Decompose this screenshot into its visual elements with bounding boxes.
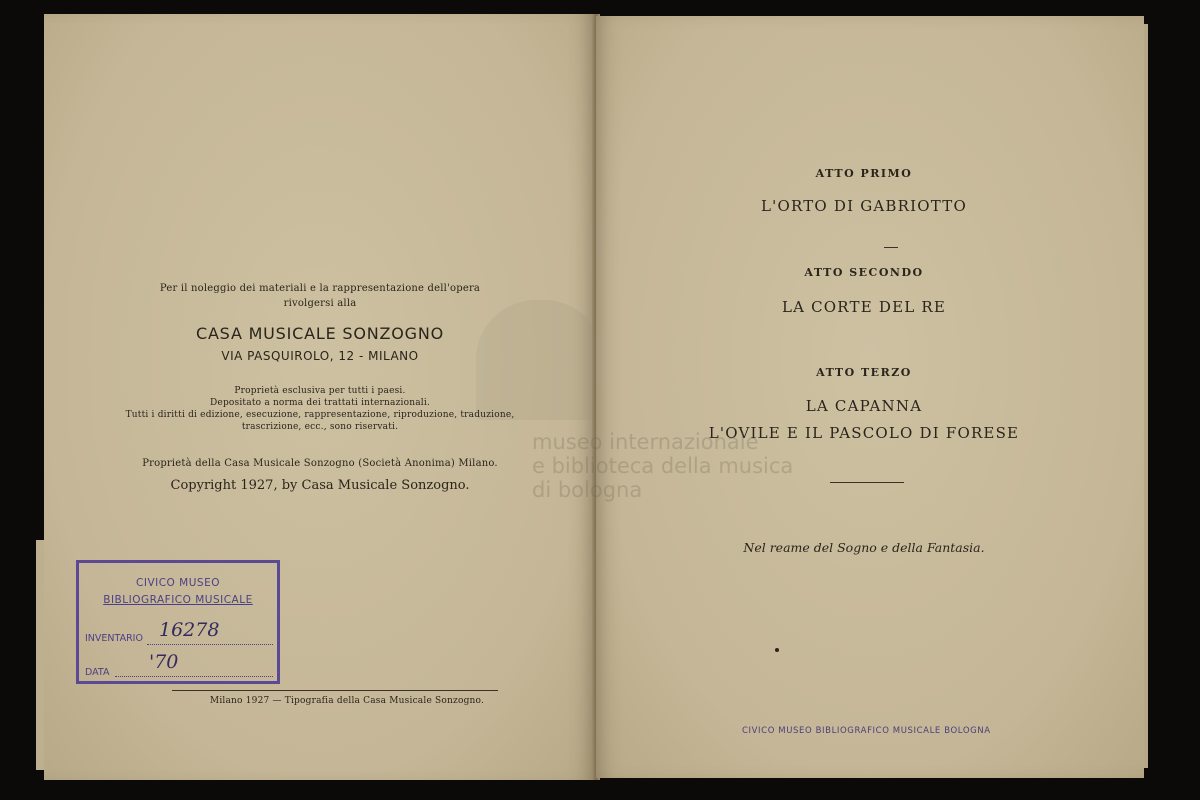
rights-line1: Proprietà esclusiva per tutti i paesi. xyxy=(234,386,406,396)
subtitle: Nel reame del Sogno e della Fantasia. xyxy=(743,540,985,555)
act-2-title: LA CORTE DEL RE xyxy=(781,298,947,316)
watermark-line2: e biblioteca della musica xyxy=(532,454,794,478)
watermark-line1: museo internazionale xyxy=(532,430,759,454)
publisher-address: VIA PASQUIROLO, 12 - MILANO xyxy=(221,349,419,363)
rental-notice-line2: rivolgersi alla xyxy=(283,298,357,309)
act-3-title-2: L'OVILE E IL PASCOLO DI FORESE xyxy=(708,424,1020,442)
library-inventory-stamp xyxy=(76,560,280,684)
act-1-label: ATTO PRIMO xyxy=(815,167,913,180)
act-2-label: ATTO SECONDO xyxy=(804,266,924,279)
copyright-line: Copyright 1927, by Casa Musicale Sonzogno. xyxy=(170,478,470,493)
ornament-dash xyxy=(884,247,898,248)
library-stamp-bottom: CIVICO MUSEO BIBLIOGRAFICO MUSICALE BOLOGNA xyxy=(742,726,991,736)
stamp-inventory-line xyxy=(147,643,273,645)
act-1-title: L'ORTO DI GABRIOTTO xyxy=(761,197,967,215)
stamp-date-label: DATA xyxy=(85,667,110,678)
right-page xyxy=(596,16,1144,778)
act-3-label: ATTO TERZO xyxy=(816,366,912,379)
rental-notice-line1: Per il noleggio dei materiali e la rappresentazione dell'opera xyxy=(159,283,481,294)
separator-rule xyxy=(830,482,904,483)
publisher-name: CASA MUSICALE SONZOGNO xyxy=(195,324,445,343)
ownership-line: Proprietà della Casa Musicale Sonzogno (Società Anonima) Milano. xyxy=(142,458,498,469)
stamp-inventory-handwritten: 16278 xyxy=(159,619,220,641)
stamp-date-line xyxy=(115,675,273,677)
rights-line3: Tutti i diritti di edizione, esecuzione, rappresentazione, riproduzione, traduzione, xyxy=(125,410,515,420)
stamp-line1: CIVICO MUSEO xyxy=(136,577,220,589)
imprint-rule xyxy=(172,690,498,691)
act-3-title-1: LA CAPANNA xyxy=(805,397,923,415)
stamp-inventory-label: INVENTARIO xyxy=(85,633,143,644)
stamp-line2: BIBLIOGRAFICO MUSICALE xyxy=(103,594,253,606)
stamp-date-handwritten: '70 xyxy=(149,651,179,673)
watermark-line3: di bologna xyxy=(532,478,643,502)
ink-speck xyxy=(775,648,779,652)
watermark-text xyxy=(532,430,793,502)
rights-line4: trascrizione, ecc., sono riservati. xyxy=(241,422,399,432)
imprint-line: Milano 1927 — Tipografia della Casa Musicale Sonzogno. xyxy=(209,696,485,706)
rights-line2: Depositato a norma dei trattati internazionali. xyxy=(210,398,430,408)
